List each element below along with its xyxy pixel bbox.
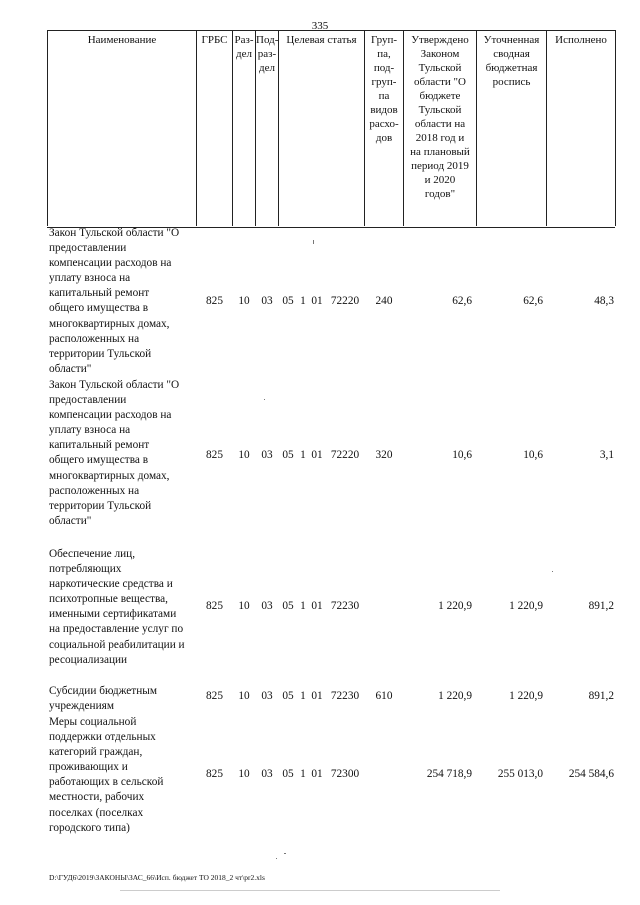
row-2-subsection: 03: [261, 449, 273, 461]
row-5-grbs: 825: [206, 768, 223, 780]
table-row: [0, 294, 640, 308]
header-subsection: Под- раз- дел: [256, 34, 279, 74]
row-2-target-event: 01: [311, 449, 323, 461]
row-3-target-event: 01: [311, 600, 323, 612]
row-3-approved: 1 220,9: [438, 600, 472, 612]
table-row: [0, 689, 640, 703]
row-5-section: 10: [238, 768, 250, 780]
row-4-target-event: 01: [311, 690, 323, 702]
row-1-grbs: 825: [206, 295, 223, 307]
row-1-subsection: 03: [261, 295, 273, 307]
row-5-subsection: 03: [261, 768, 273, 780]
row-3-name: Обеспечение лиц, потребляющих наркотические средства и психотропные вещества, именными сертификатами на предоставление услуг по социальной реабилитации и ресоциализации: [49, 548, 185, 666]
row-2-section: 10: [238, 449, 250, 461]
row-1-target-subprogram: 1: [300, 295, 306, 307]
row-2-target-program: 05: [282, 449, 294, 461]
row-4-target-code: 72230: [330, 690, 360, 702]
header-section: Раз- дел: [234, 34, 254, 60]
scan-speck: [313, 240, 314, 244]
row-2-group: 320: [375, 449, 393, 461]
row-4-subsection: 03: [261, 690, 273, 702]
scan-streak: [120, 890, 500, 891]
row-5-target-code: 72300: [330, 768, 360, 780]
row-5-target-program: 05: [282, 768, 294, 780]
scan-speck: [264, 399, 265, 400]
row-1-approved: 62,6: [452, 295, 472, 307]
row-3-target-program: 05: [282, 600, 294, 612]
row-2-name: Закон Тульской области "О предоставлении компенсации расходов на уплату взноса на капитальный ремонт общего имущества в многоквартирных домах, расположенных на территории Тульской области": [49, 379, 180, 527]
scan-speck: [552, 571, 553, 572]
row-1-target-program: 05: [282, 295, 294, 307]
row-5-refined: 255 013,0: [497, 768, 543, 780]
row-1-name: Закон Тульской области "О предоставлении компенсации расходов на уплату взноса на капитальный ремонт общего имущества в многоквартирных домах, расположенных на территории Тульской области": [49, 227, 180, 375]
row-4-refined: 1 220,9: [509, 690, 543, 702]
row-2-approved: 10,6: [452, 449, 472, 461]
row-2-target-subprogram: 1: [300, 449, 306, 461]
row-1-section: 10: [238, 295, 250, 307]
row-4-group: 610: [375, 690, 393, 702]
row-2-refined: 10,6: [523, 449, 543, 461]
column-divider: [47, 30, 48, 226]
scan-speck: [276, 858, 277, 859]
table-row: [0, 767, 640, 781]
row-5-target-subprogram: 1: [300, 768, 306, 780]
table-row: [0, 448, 640, 462]
row-2-grbs: 825: [206, 449, 223, 461]
row-5-executed: 254 584,6: [568, 768, 614, 780]
row-2-executed: 3,1: [599, 449, 614, 461]
row-3-grbs: 825: [206, 600, 223, 612]
row-3-subsection: 03: [261, 600, 273, 612]
scan-speck: [284, 853, 286, 854]
row-3-executed: 891,2: [588, 600, 614, 612]
column-divider: [196, 30, 197, 226]
footer-file-path: D:\ГУД6\2019\ЗАКОНЫ\ЗАС_66\Исп. бюджет ТО 2018_2 чт\pr2.xls: [49, 873, 265, 882]
header-executed: Исполнено: [555, 34, 607, 46]
header-approved: Утверждено Законом Тульской области "О бюджете Тульской области на 2018 год и на плановый период 2019 и 2020 годов": [410, 34, 470, 200]
row-1-target-code: 72220: [330, 295, 360, 307]
row-2-target-code: 72220: [330, 449, 360, 461]
row-4-grbs: 825: [206, 690, 223, 702]
row-1-group: 240: [375, 295, 393, 307]
row-5-approved: 254 718,9: [426, 768, 472, 780]
row-3-target-subprogram: 1: [300, 600, 306, 612]
row-3-refined: 1 220,9: [509, 600, 543, 612]
row-4-executed: 891,2: [588, 690, 614, 702]
row-4-target-program: 05: [282, 690, 294, 702]
header-name: Наименование: [87, 34, 157, 46]
header-refined: Уточненная сводная бюджетная роспись: [483, 34, 540, 88]
row-5-target-event: 01: [311, 768, 323, 780]
table-row: [0, 599, 640, 613]
row-1-refined: 62,6: [523, 295, 543, 307]
row-4-target-subprogram: 1: [300, 690, 306, 702]
header-group: Груп- па, под- груп- па видов расхо- дов: [369, 34, 399, 144]
row-3-target-code: 72230: [330, 600, 360, 612]
header-grbs: ГРБС: [201, 34, 228, 46]
row-3-section: 10: [238, 600, 250, 612]
row-4-section: 10: [238, 690, 250, 702]
header-target: Целевая статья: [286, 34, 357, 46]
column-divider: [546, 30, 547, 226]
row-1-target-event: 01: [311, 295, 323, 307]
column-divider: [278, 30, 279, 226]
row-4-approved: 1 220,9: [438, 690, 472, 702]
page-number: 335: [311, 20, 329, 32]
row-1-executed: 48,3: [594, 295, 614, 307]
row-4-name: Субсидии бюджетным учреждениям: [49, 685, 157, 713]
column-divider: [615, 30, 616, 226]
row-5-name: Меры социальной поддержки отдельных категорий граждан, проживающих и работающих в сельской местности, рабочих поселках (поселках городского типа): [49, 716, 164, 834]
